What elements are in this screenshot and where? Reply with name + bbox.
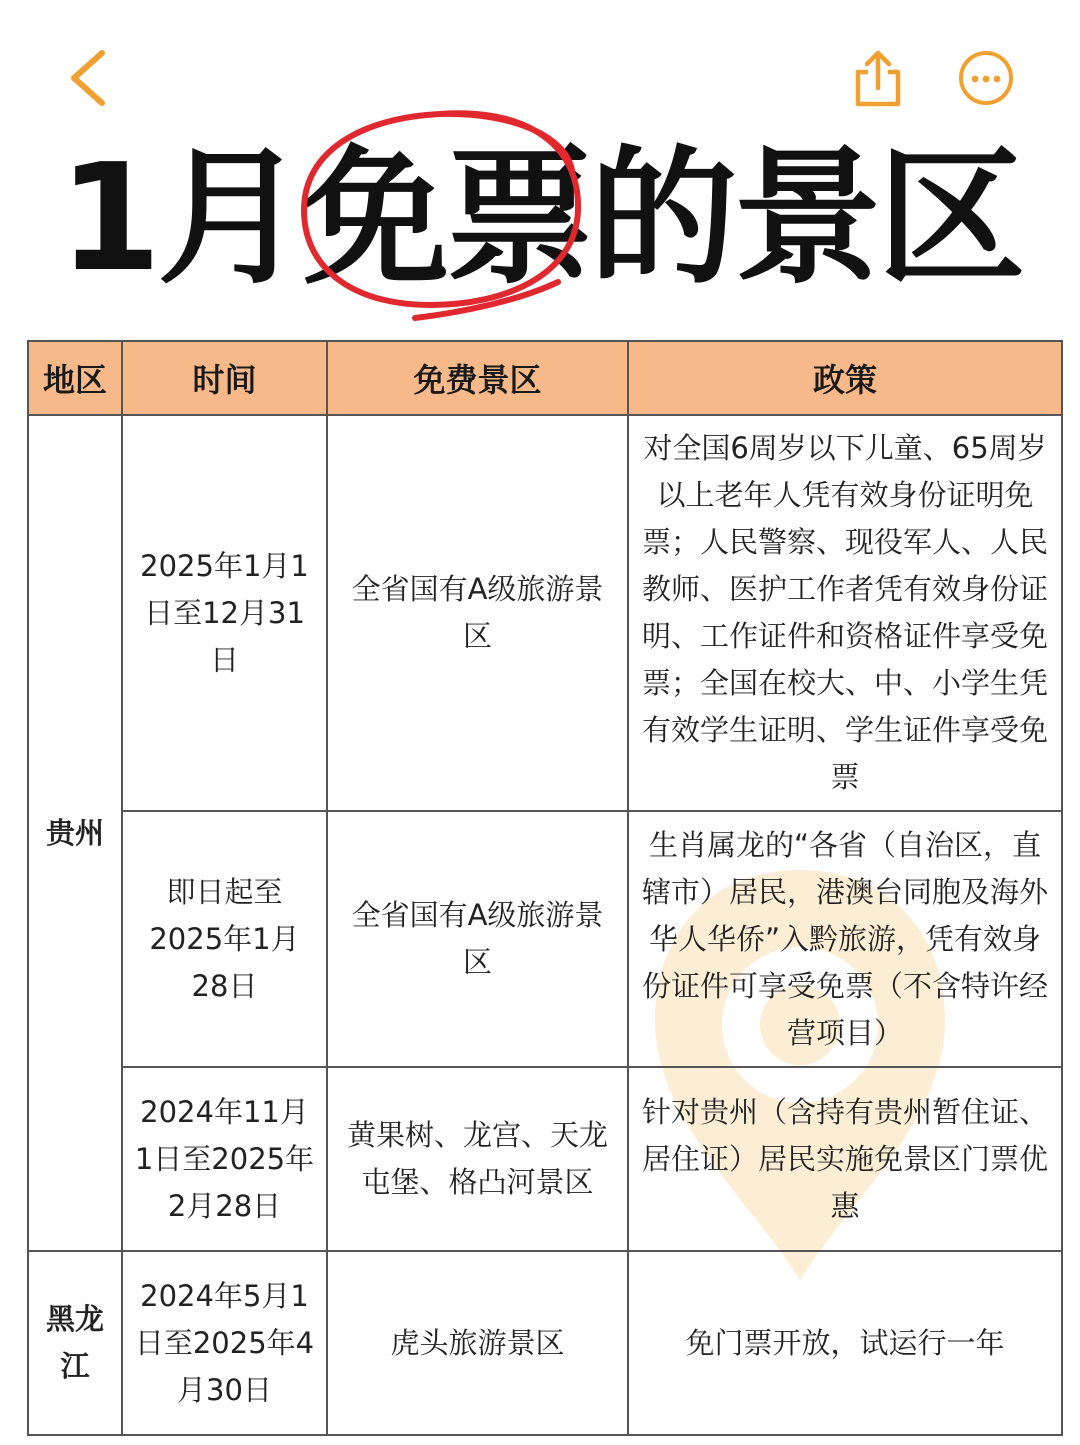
time-cell: 2024年5月1日至2025年4月30日 [122,1251,327,1435]
policy-cell: 对全国6周岁以下儿童、65周岁以上老年人凭有效身份证明免票；人民警察、现役军人、人民教师、医护工作者凭有效身份证明、工作证件和资格证件享受免票；全国在校大、中、小学生凭有效学生证明、学生证件享受免票 [628,415,1062,811]
scenic-policy-table [27,340,1063,1436]
table-header-row [28,341,1062,415]
back-button[interactable] [60,45,120,111]
column-header: 政策 [628,341,1062,415]
policy-cell: 免门票开放，试运行一年 [628,1251,1062,1435]
table-row [28,415,1062,811]
time-cell: 即日起至2025年1月28日 [122,811,327,1067]
policy-cell: 生肖属龙的“各省（自治区，直辖市）居民，港澳台同胞及海外华人华侨”入黔旅游，凭有效身份证件可享受免票（不含特许经营项目） [628,811,1062,1067]
scenic-cell: 黄果树、龙宫、天龙屯堡、格凸河景区 [327,1067,628,1251]
chevron-left-icon [60,45,120,111]
column-header: 免费景区 [327,341,628,415]
table-row [28,811,1062,1067]
column-header: 时间 [122,341,327,415]
region-cell: 黑龙江 [28,1251,122,1435]
more-button[interactable] [956,48,1016,108]
share-button[interactable] [848,48,908,110]
time-cell: 2025年1月1日至12月31日 [122,415,327,811]
region-cell: 贵州 [28,415,122,1251]
share-icon [848,48,908,110]
scenic-cell: 全省国有A级旅游景区 [327,811,628,1067]
time-cell: 2024年11月1日至2025年2月28日 [122,1067,327,1251]
policy-cell: 针对贵州（含持有贵州暂住证、居住证）居民实施免景区门票优惠 [628,1067,1062,1251]
column-header: 地区 [28,341,122,415]
page-title: 1月免票的景区 [58,132,1022,304]
more-icon [956,48,1016,108]
scenic-cell: 虎头旅游景区 [327,1251,628,1435]
table-row [28,1067,1062,1251]
scenic-cell: 全省国有A级旅游景区 [327,415,628,811]
table-row [28,1251,1062,1435]
title-area [0,118,1080,328]
